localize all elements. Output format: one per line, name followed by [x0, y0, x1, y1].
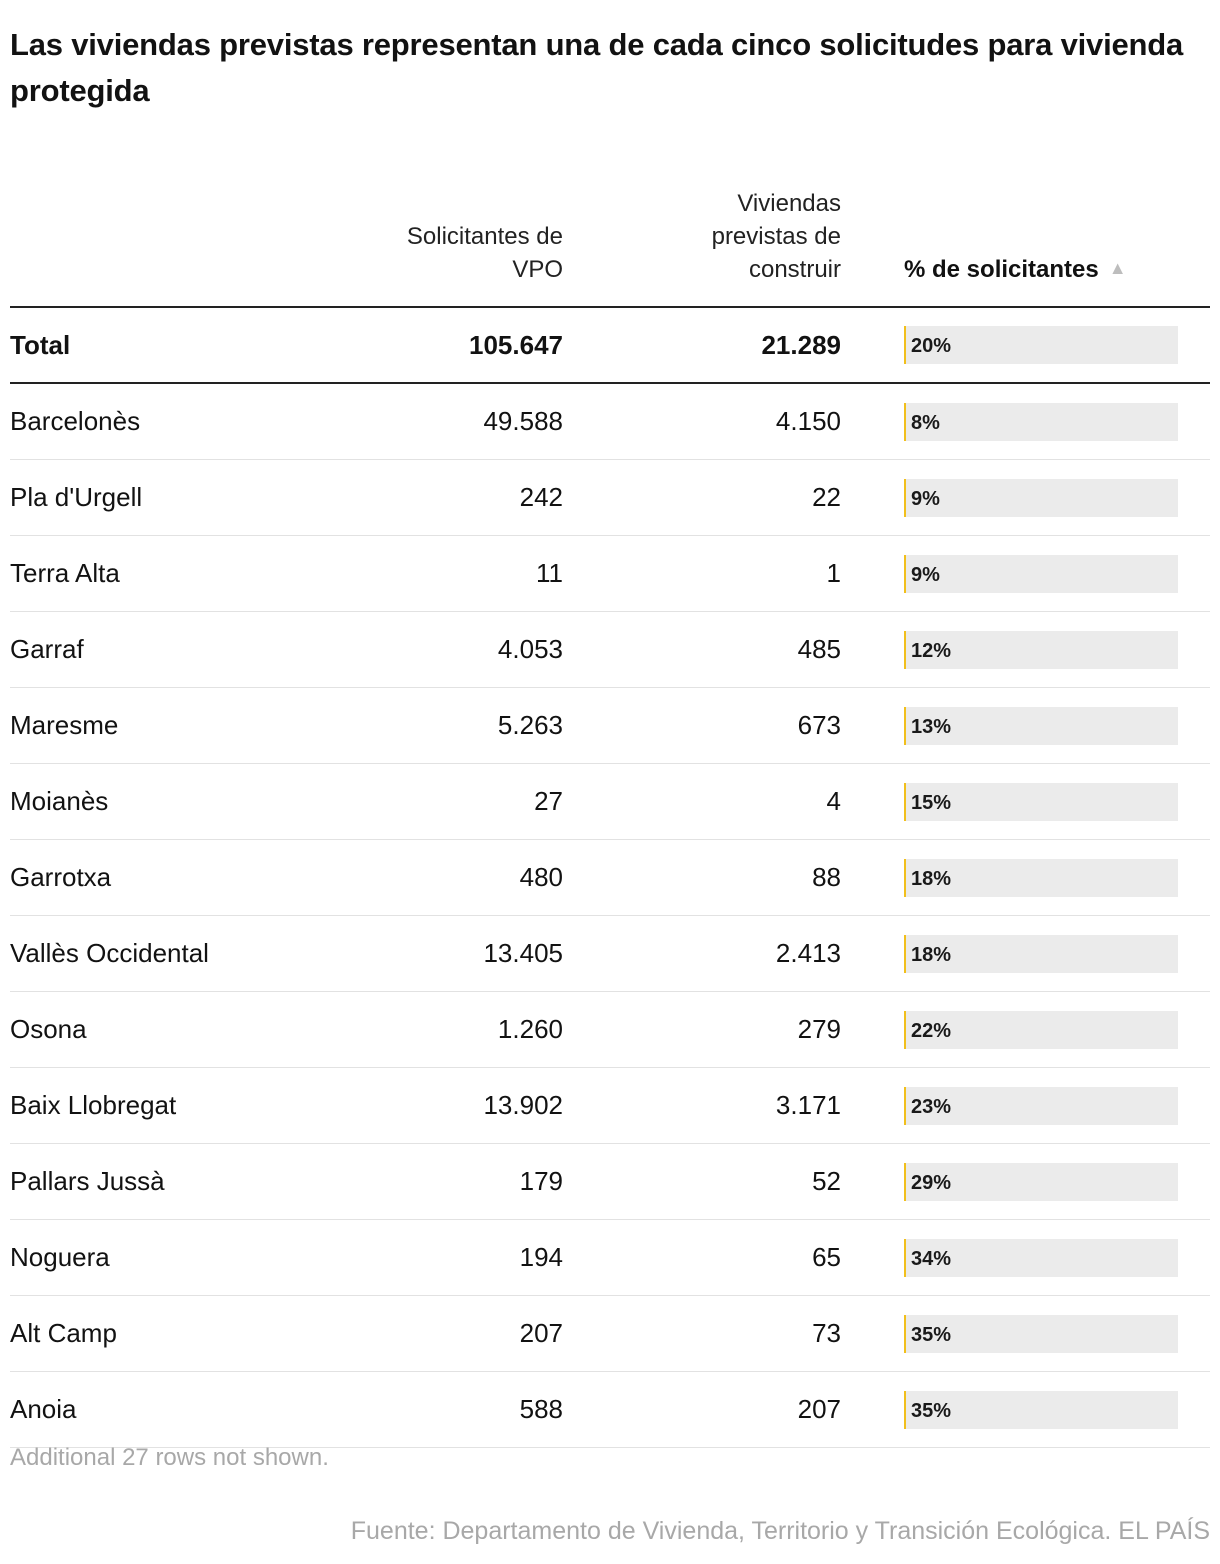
- region-cell: Garraf: [10, 612, 390, 688]
- pct-label: 34%: [911, 1247, 952, 1270]
- region-cell: Moianès: [10, 764, 390, 840]
- pct-bar-track: [904, 1391, 1178, 1429]
- column-header-solicitantes[interactable]: Solicitantes de VPO: [390, 140, 563, 307]
- column-header-viviendas-label: Viviendas previstas de construir: [711, 190, 841, 283]
- pct-cell: [841, 536, 1210, 612]
- pct-cell: [841, 612, 1210, 688]
- pct-label: 12%: [911, 639, 952, 662]
- region-cell: Alt Camp: [10, 1296, 390, 1372]
- viviendas-cell: 673: [563, 688, 841, 764]
- pct-label: 22%: [911, 1019, 952, 1042]
- pct-bar-track: [904, 707, 1178, 745]
- pct-label: 35%: [911, 1323, 952, 1346]
- pct-label: 18%: [911, 867, 952, 890]
- pct-label: 13%: [911, 715, 952, 738]
- region-cell: Terra Alta: [10, 536, 390, 612]
- data-table: [10, 140, 1210, 1448]
- pct-cell: [841, 992, 1210, 1068]
- column-header-pct-label: % de solicitantes: [904, 256, 1099, 283]
- solicitantes-cell: 242: [390, 460, 563, 536]
- viviendas-cell: 73: [563, 1296, 841, 1372]
- solicitantes-cell: 588: [390, 1372, 563, 1448]
- solicitantes-cell: 5.263: [390, 688, 563, 764]
- solicitantes-cell: 11: [390, 536, 563, 612]
- pct-bar-track: [904, 1087, 1178, 1125]
- table-row: [10, 1296, 1210, 1372]
- solicitantes-cell: 179: [390, 1144, 563, 1220]
- solicitantes-cell: 194: [390, 1220, 563, 1296]
- table-row: [10, 612, 1210, 688]
- pct-label: 9%: [911, 563, 940, 586]
- pct-cell: [841, 688, 1210, 764]
- region-cell: Pla d'Urgell: [10, 460, 390, 536]
- pct-cell: [841, 840, 1210, 916]
- solicitantes-cell: 207: [390, 1296, 563, 1372]
- pct-bar-track: [904, 783, 1178, 821]
- viviendas-cell: 65: [563, 1220, 841, 1296]
- table-row: [10, 460, 1210, 536]
- column-header-pct[interactable]: [841, 140, 1210, 307]
- solicitantes-cell: 105.647: [390, 307, 563, 383]
- header-row: [10, 140, 1210, 307]
- pct-cell: [841, 383, 1210, 460]
- viviendas-cell: 485: [563, 612, 841, 688]
- pct-bar-track: [904, 555, 1178, 593]
- region-cell: Baix Llobregat: [10, 1068, 390, 1144]
- sort-ascending-icon: ▲: [1108, 258, 1127, 278]
- pct-label: 15%: [911, 791, 952, 814]
- viviendas-cell: 52: [563, 1144, 841, 1220]
- total-row: [10, 307, 1210, 383]
- solicitantes-cell: 13.405: [390, 916, 563, 992]
- region-cell: Pallars Jussà: [10, 1144, 390, 1220]
- table-row: [10, 536, 1210, 612]
- solicitantes-cell: 1.260: [390, 992, 563, 1068]
- pct-label: 8%: [911, 411, 940, 434]
- pct-bar-track: [904, 479, 1178, 517]
- pct-label: 35%: [911, 1399, 952, 1422]
- column-header-region[interactable]: [10, 140, 390, 307]
- pct-bar-track: [904, 1315, 1178, 1353]
- pct-bar-track: [904, 859, 1178, 897]
- table-row: [10, 992, 1210, 1068]
- pct-label: 9%: [911, 487, 940, 510]
- table-row: [10, 383, 1210, 460]
- region-cell: Maresme: [10, 688, 390, 764]
- region-cell: Noguera: [10, 1220, 390, 1296]
- solicitantes-cell: 27: [390, 764, 563, 840]
- solicitantes-cell: 49.588: [390, 383, 563, 460]
- table-row: [10, 764, 1210, 840]
- region-cell: Anoia: [10, 1372, 390, 1448]
- pct-cell: [841, 460, 1210, 536]
- pct-cell: [841, 1144, 1210, 1220]
- pct-label: 29%: [911, 1171, 952, 1194]
- table-row: [10, 1144, 1210, 1220]
- pct-cell: [841, 307, 1210, 383]
- table-row: [10, 1220, 1210, 1296]
- viviendas-cell: 207: [563, 1372, 841, 1448]
- viviendas-cell: 279: [563, 992, 841, 1068]
- table-row: [10, 840, 1210, 916]
- viviendas-cell: 4: [563, 764, 841, 840]
- region-cell: Barcelonès: [10, 383, 390, 460]
- chart-title: Las viviendas previstas representan una de cada cinco solicitudes para vivienda protegida: [10, 27, 1184, 108]
- table-row: [10, 916, 1210, 992]
- pct-label: 18%: [911, 943, 952, 966]
- pct-cell: [841, 916, 1210, 992]
- region-cell: Total: [10, 307, 390, 383]
- source-credit: Fuente: Departamento de Vivienda, Territorio y Transición Ecológica. EL PAÍS: [350, 1517, 1210, 1545]
- region-cell: Vallès Occidental: [10, 916, 390, 992]
- solicitantes-cell: 480: [390, 840, 563, 916]
- pct-bar-track: [904, 1163, 1178, 1201]
- viviendas-cell: 22: [563, 460, 841, 536]
- viviendas-cell: 21.289: [563, 307, 841, 383]
- viviendas-cell: 3.171: [563, 1068, 841, 1144]
- table-row: [10, 1372, 1210, 1448]
- pct-cell: [841, 1068, 1210, 1144]
- column-header-viviendas[interactable]: [563, 140, 841, 307]
- pct-cell: [841, 1296, 1210, 1372]
- region-cell: Osona: [10, 992, 390, 1068]
- pct-label: 20%: [911, 335, 952, 357]
- pct-bar-track: [904, 1239, 1178, 1277]
- solicitantes-cell: 13.902: [390, 1068, 563, 1144]
- footnote: Additional 27 rows not shown.: [10, 1444, 329, 1471]
- pct-bar-track: [904, 403, 1178, 441]
- pct-bar-track: [904, 326, 1178, 364]
- pct-cell: [841, 764, 1210, 840]
- pct-cell: [841, 1220, 1210, 1296]
- viviendas-cell: 1: [563, 536, 841, 612]
- pct-cell: [841, 1372, 1210, 1448]
- region-cell: Garrotxa: [10, 840, 390, 916]
- table-row: [10, 688, 1210, 764]
- pct-bar-track: [904, 1011, 1178, 1049]
- viviendas-cell: 2.413: [563, 916, 841, 992]
- viviendas-cell: 88: [563, 840, 841, 916]
- pct-bar-track: [904, 935, 1178, 973]
- solicitantes-cell: 4.053: [390, 612, 563, 688]
- pct-label: 23%: [911, 1095, 952, 1118]
- pct-bar-track: [904, 631, 1178, 669]
- viviendas-cell: 4.150: [563, 383, 841, 460]
- table-row: [10, 1068, 1210, 1144]
